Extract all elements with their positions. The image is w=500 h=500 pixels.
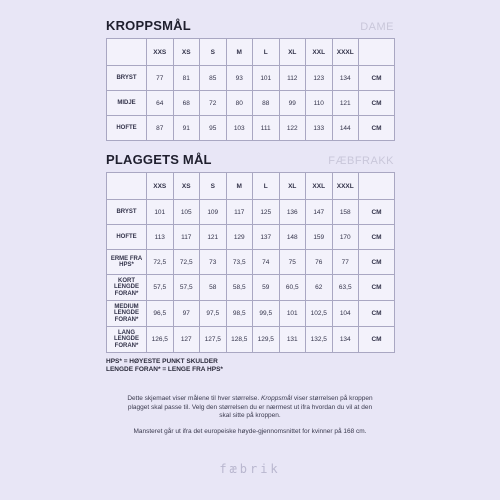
unit-cell: CM bbox=[359, 327, 395, 353]
garment-measurements-title: PLAGGETS MÅL bbox=[106, 152, 212, 167]
row-label: KORT LENGDE FORAN* bbox=[107, 275, 147, 301]
table-cell: 91 bbox=[173, 116, 200, 141]
table-cell: 95 bbox=[200, 116, 227, 141]
size-header-l: L bbox=[253, 39, 280, 66]
row-label: MIDJE bbox=[107, 91, 147, 116]
table-cell: 93 bbox=[226, 66, 253, 91]
body-measurements-title: KROPPSMÅL bbox=[106, 18, 191, 33]
corner-cell bbox=[107, 173, 147, 200]
table-cell: 129 bbox=[226, 225, 253, 250]
description-text: viser størrelsen på kroppen plagget skal passe til. Velg den størrelsen du er nærmest ut ifra hvordan du vil at den skal sitte på kroppen. bbox=[127, 395, 373, 419]
row-label: MEDIUM LENGDE FORAN* bbox=[107, 301, 147, 327]
table-cell: 101 bbox=[279, 301, 306, 327]
table-cell: 125 bbox=[253, 200, 280, 225]
table-cell: 127 bbox=[173, 327, 200, 353]
table-cell: 147 bbox=[306, 200, 333, 225]
row-label: HOFTE bbox=[107, 116, 147, 141]
table-cell: 57,5 bbox=[173, 275, 200, 301]
row-label: BRYST bbox=[107, 66, 147, 91]
garment-measurements-tag: FÆBFRAKK bbox=[328, 155, 394, 167]
row-label: ERME FRA HPS* bbox=[107, 250, 147, 275]
size-header-xl: XL bbox=[279, 39, 306, 66]
table-cell: 123 bbox=[306, 66, 333, 91]
table-cell: 85 bbox=[200, 66, 227, 91]
table-cell: 117 bbox=[226, 200, 253, 225]
footnotes bbox=[106, 358, 394, 374]
table-cell: 129,5 bbox=[253, 327, 280, 353]
table-row bbox=[107, 275, 395, 301]
table-cell: 58,5 bbox=[226, 275, 253, 301]
unit-cell: CM bbox=[359, 91, 395, 116]
table-cell: 87 bbox=[147, 116, 174, 141]
size-header-xxxl: XXXL bbox=[332, 39, 359, 66]
table-cell: 122 bbox=[279, 116, 306, 141]
row-label: LANG LENGDE FORAN* bbox=[107, 327, 147, 353]
unit-cell: CM bbox=[359, 66, 395, 91]
size-header-xxs: XXS bbox=[147, 173, 174, 200]
footnote-hps: HPS* = HØYESTE PUNKT SKULDER bbox=[106, 358, 218, 365]
table-cell: 117 bbox=[173, 225, 200, 250]
size-header-xxs: XXS bbox=[147, 39, 174, 66]
table-row bbox=[107, 250, 395, 275]
description-text: Dette skjemaet viser målene til hver størrelse. bbox=[127, 395, 261, 402]
table-cell: 58 bbox=[200, 275, 227, 301]
table-cell: 111 bbox=[253, 116, 280, 141]
table-cell: 127,5 bbox=[200, 327, 227, 353]
garment-measurements-table bbox=[106, 172, 395, 353]
table-row bbox=[107, 116, 395, 141]
table-cell: 103 bbox=[226, 116, 253, 141]
table-cell: 131 bbox=[279, 327, 306, 353]
table-row bbox=[107, 225, 395, 250]
corner-cell bbox=[107, 39, 147, 66]
table-cell: 77 bbox=[147, 66, 174, 91]
description-emphasis: Kroppsmål bbox=[261, 395, 293, 402]
table-cell: 88 bbox=[253, 91, 280, 116]
table-cell: 102,5 bbox=[306, 301, 333, 327]
unit-cell: CM bbox=[359, 116, 395, 141]
table-cell: 132,5 bbox=[306, 327, 333, 353]
table-cell: 121 bbox=[332, 91, 359, 116]
table-cell: 101 bbox=[253, 66, 280, 91]
size-header-m: M bbox=[226, 173, 253, 200]
table-cell: 68 bbox=[173, 91, 200, 116]
table-row bbox=[107, 200, 395, 225]
body-measurements-table bbox=[106, 38, 395, 141]
table-cell: 72 bbox=[200, 91, 227, 116]
size-header-l: L bbox=[253, 173, 280, 200]
table-cell: 137 bbox=[253, 225, 280, 250]
table-cell: 134 bbox=[332, 327, 359, 353]
table-cell: 73,5 bbox=[226, 250, 253, 275]
table-row bbox=[107, 91, 395, 116]
unit-header bbox=[359, 39, 395, 66]
unit-cell: CM bbox=[359, 275, 395, 301]
table-cell: 59 bbox=[253, 275, 280, 301]
size-header-xxxl: XXXL bbox=[332, 173, 359, 200]
size-header-row bbox=[107, 173, 395, 200]
table-cell: 99,5 bbox=[253, 301, 280, 327]
table-cell: 170 bbox=[332, 225, 359, 250]
size-header-row bbox=[107, 39, 395, 66]
description-paragraph bbox=[125, 395, 375, 421]
table-cell: 74 bbox=[253, 250, 280, 275]
size-header-xl: XL bbox=[279, 173, 306, 200]
table-cell: 72,5 bbox=[173, 250, 200, 275]
table-cell: 159 bbox=[306, 225, 333, 250]
table-cell: 105 bbox=[173, 200, 200, 225]
table-cell: 109 bbox=[200, 200, 227, 225]
description-paragraph bbox=[125, 428, 375, 437]
table-cell: 60,5 bbox=[279, 275, 306, 301]
table-cell: 144 bbox=[332, 116, 359, 141]
table-cell: 104 bbox=[332, 301, 359, 327]
table-cell: 134 bbox=[332, 66, 359, 91]
table-cell: 99 bbox=[279, 91, 306, 116]
table-cell: 126,5 bbox=[147, 327, 174, 353]
unit-cell: CM bbox=[359, 200, 395, 225]
table-cell: 121 bbox=[200, 225, 227, 250]
table-cell: 97,5 bbox=[200, 301, 227, 327]
table-cell: 62 bbox=[306, 275, 333, 301]
table-row bbox=[107, 301, 395, 327]
table-cell: 80 bbox=[226, 91, 253, 116]
row-label: HOFTE bbox=[107, 225, 147, 250]
unit-header bbox=[359, 173, 395, 200]
table-cell: 136 bbox=[279, 200, 306, 225]
size-header-s: S bbox=[200, 39, 227, 66]
body-measurements-header bbox=[106, 18, 394, 33]
table-row bbox=[107, 327, 395, 353]
table-cell: 72,5 bbox=[147, 250, 174, 275]
brand-logo: fæbrik bbox=[219, 462, 281, 476]
table-cell: 57,5 bbox=[147, 275, 174, 301]
table-cell: 81 bbox=[173, 66, 200, 91]
table-cell: 128,5 bbox=[226, 327, 253, 353]
unit-cell: CM bbox=[359, 250, 395, 275]
table-cell: 112 bbox=[279, 66, 306, 91]
table-cell: 97 bbox=[173, 301, 200, 327]
table-cell: 96,5 bbox=[147, 301, 174, 327]
size-header-m: M bbox=[226, 39, 253, 66]
footnote-length: LENGDE FORAN* = LENGE FRA HPS* bbox=[106, 366, 223, 373]
table-row bbox=[107, 66, 395, 91]
table-cell: 133 bbox=[306, 116, 333, 141]
table-cell: 98,5 bbox=[226, 301, 253, 327]
table-cell: 76 bbox=[306, 250, 333, 275]
table-cell: 63,5 bbox=[332, 275, 359, 301]
table-cell: 110 bbox=[306, 91, 333, 116]
table-cell: 101 bbox=[147, 200, 174, 225]
table-cell: 77 bbox=[332, 250, 359, 275]
size-header-xs: XS bbox=[173, 39, 200, 66]
size-header-xxl: XXL bbox=[306, 39, 333, 66]
table-cell: 75 bbox=[279, 250, 306, 275]
table-cell: 64 bbox=[147, 91, 174, 116]
garment-measurements-header bbox=[106, 152, 394, 167]
row-label: BRYST bbox=[107, 200, 147, 225]
table-cell: 148 bbox=[279, 225, 306, 250]
table-cell: 158 bbox=[332, 200, 359, 225]
size-header-s: S bbox=[200, 173, 227, 200]
table-cell: 113 bbox=[147, 225, 174, 250]
size-header-xs: XS bbox=[173, 173, 200, 200]
table-cell: 73 bbox=[200, 250, 227, 275]
unit-cell: CM bbox=[359, 225, 395, 250]
body-measurements-tag: DAME bbox=[360, 21, 394, 33]
unit-cell: CM bbox=[359, 301, 395, 327]
size-header-xxl: XXL bbox=[306, 173, 333, 200]
description-text: Mansteret går ut ifra det europeiske høyde-gjennomsnittet for kvinner på 168 cm. bbox=[133, 428, 367, 435]
